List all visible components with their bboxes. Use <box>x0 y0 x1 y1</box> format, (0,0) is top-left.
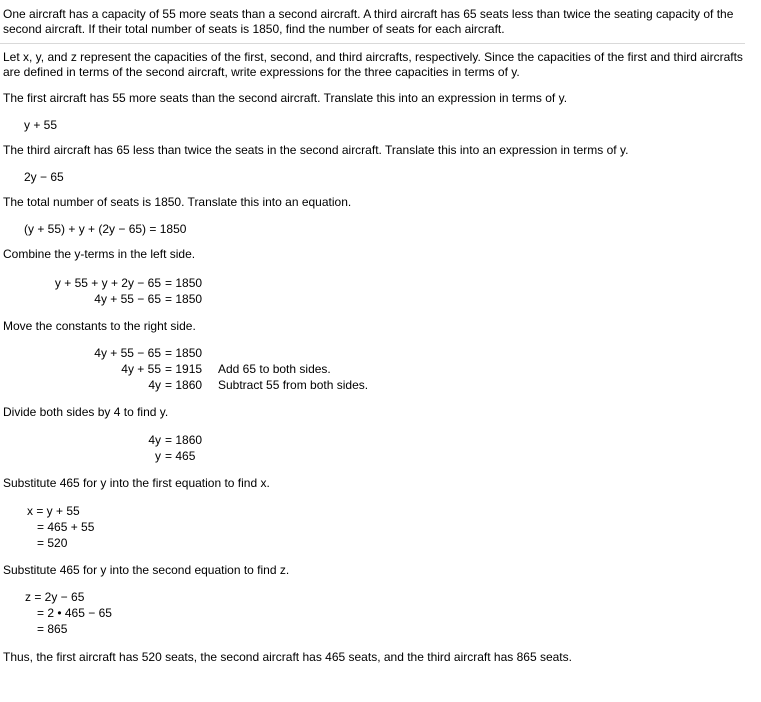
step4-line2-rhs: = 1850 <box>165 292 203 306</box>
step6-line2-rhs: = 465 <box>165 449 196 463</box>
step7-line1: x = y + 55 <box>27 504 80 518</box>
step5-line3-lhs: 4y <box>148 378 161 392</box>
step1-expression: y + 55 <box>24 118 58 132</box>
step5-line2-rhs: = 1915 <box>165 362 203 376</box>
divider <box>0 43 745 44</box>
step8-line3: = 865 <box>37 622 68 636</box>
step5-line2-lhs: 4y + 55 <box>121 362 161 376</box>
step7-line2: = 465 + 55 <box>37 520 95 534</box>
step6-text: Divide both sides by 4 to find y. <box>3 405 169 419</box>
step4-line1-rhs: = 1850 <box>165 276 203 290</box>
step4-line2-lhs: 4y + 55 − 65 <box>94 292 161 306</box>
step7-line3: = 520 <box>37 536 68 550</box>
step4-text: Combine the y-terms in the left side. <box>3 247 196 261</box>
step5-line3-note: Subtract 55 from both sides. <box>218 378 369 392</box>
step5-line3-rhs: = 1860 <box>165 378 203 392</box>
step1-text: The first aircraft has 55 more seats than the second aircraft. Translate this into an expression in terms of y. <box>3 91 568 105</box>
step5-line1-rhs: = 1850 <box>165 346 203 360</box>
step5-line1-lhs: 4y + 55 − 65 <box>94 346 161 360</box>
step5-text: Move the constants to the right side. <box>3 319 196 333</box>
step5-line2-note: Add 65 to both sides. <box>218 362 331 376</box>
step4-line1-lhs: y + 55 + y + 2y − 65 <box>54 276 161 290</box>
step8-text: Substitute 465 for y into the second equation to find z. <box>3 563 290 577</box>
step8-line1: z = 2y − 65 <box>25 590 85 604</box>
solution-intro: Let x, y, and z represent the capacities of the first, second, and third aircrafts, respectively. Since the capacities of the first and third aircrafts are defined in terms of the second aircraft, write expressions for the three capacities in terms of y. <box>3 50 743 79</box>
step6-line2-lhs: y <box>155 449 161 463</box>
step6-line1-rhs: = 1860 <box>165 433 203 447</box>
step6-line1-lhs: 4y <box>148 433 161 447</box>
conclusion-text: Thus, the first aircraft has 520 seats, the second aircraft has 465 seats, and the third aircraft has 865 seats. <box>3 650 572 664</box>
step3-equation: (y + 55) + y + (2y − 65) = 1850 <box>24 222 187 236</box>
step8-line2: = 2 • 465 − 65 <box>37 606 112 620</box>
step3-text: The total number of seats is 1850. Translate this into an equation. <box>3 195 352 209</box>
step7-text: Substitute 465 for y into the first equation to find x. <box>3 476 270 490</box>
step2-expression: 2y − 65 <box>24 170 64 184</box>
step2-text: The third aircraft has 65 less than twice the seats in the second aircraft. Translate this into an expression in terms of y. <box>3 143 629 157</box>
problem-statement: One aircraft has a capacity of 55 more seats than a second aircraft. A third aircraft has 65 seats less than twice the seating capacity of the second aircraft. If their total number of seats is 1850, find the number of seats for each aircraft. <box>3 7 734 36</box>
